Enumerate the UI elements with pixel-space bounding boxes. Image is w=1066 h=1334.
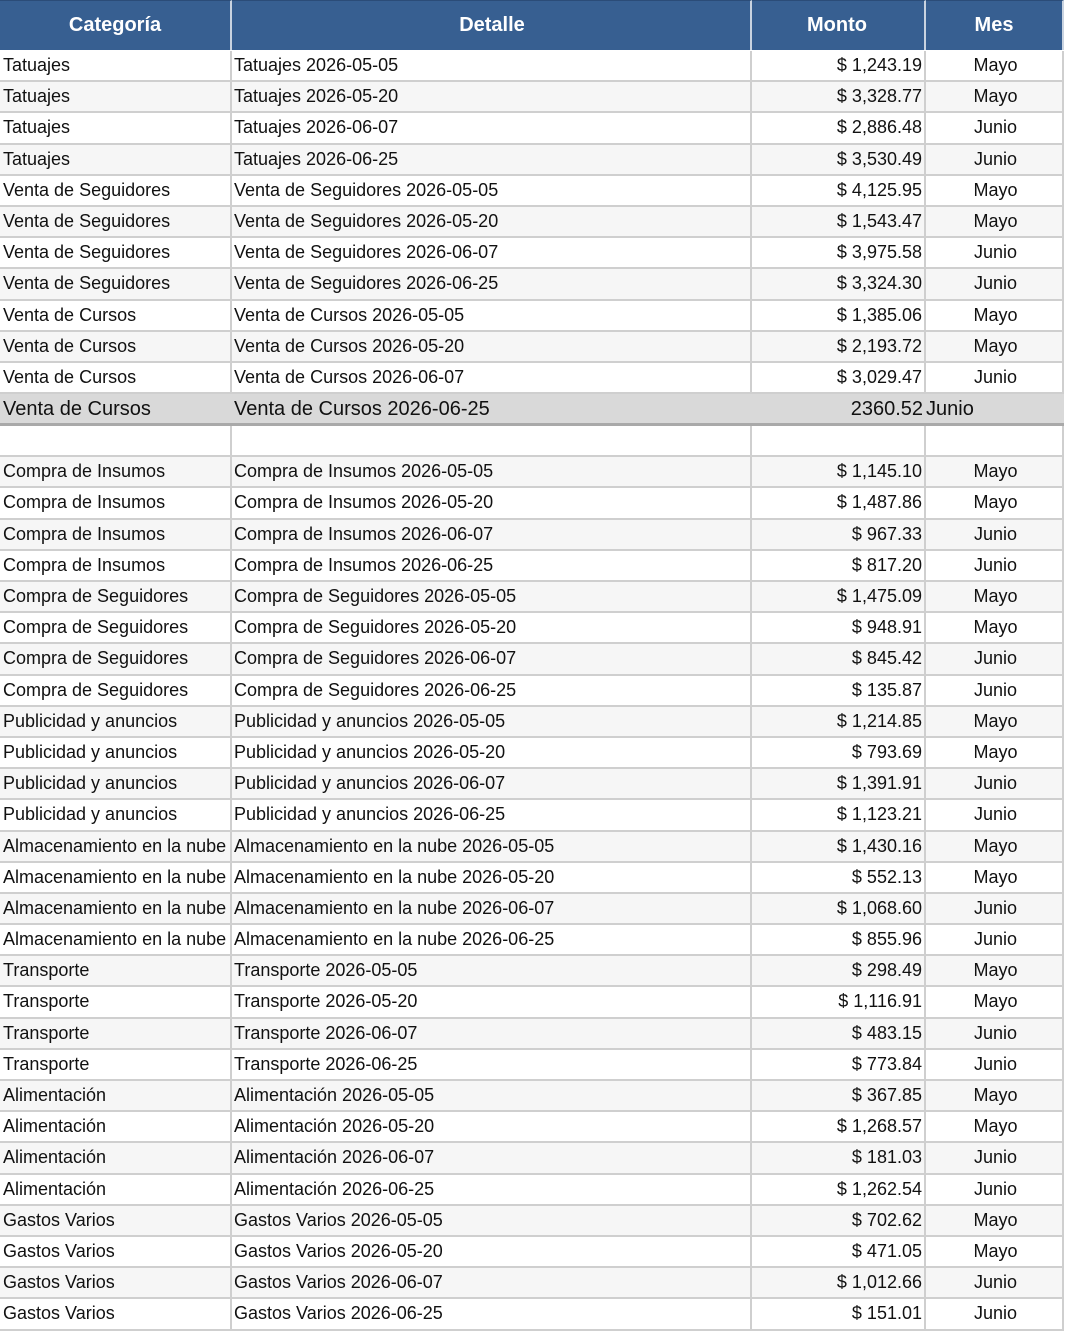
table-body (0, 51, 1064, 1331)
cell-detalle[interactable]: Transporte 2026-06-25 (232, 1050, 752, 1079)
table-row (0, 457, 1064, 488)
cell-categoria[interactable]: Publicidad y anuncios (0, 769, 232, 798)
cell-mes[interactable]: Mayo (926, 738, 1064, 767)
cell-mes[interactable]: Mayo (926, 832, 1064, 861)
cell-categoria[interactable]: Almacenamiento en la nube (0, 894, 232, 923)
cell-monto[interactable]: $ 552.13 (752, 863, 926, 892)
table-row (0, 676, 1064, 707)
cell-categoria[interactable]: Venta de Cursos (0, 301, 232, 330)
cell-categoria[interactable]: Publicidad y anuncios (0, 707, 232, 736)
cell-mes[interactable]: Mayo (926, 1237, 1064, 1266)
cell-detalle[interactable]: Transporte 2026-05-20 (232, 987, 752, 1016)
cell-detalle[interactable]: Publicidad y anuncios 2026-05-05 (232, 707, 752, 736)
table-row-editing (0, 394, 1064, 426)
column-header-categoria[interactable]: Categoría (0, 0, 232, 50)
cell-monto[interactable]: $ 702.62 (752, 1206, 926, 1235)
table-row (0, 644, 1064, 675)
column-header-detalle[interactable]: Detalle (232, 0, 752, 50)
cell-monto[interactable]: $ 3,029.47 (752, 363, 926, 392)
cell-detalle[interactable]: Venta de Seguidores 2026-05-05 (232, 176, 752, 205)
cell-categoria[interactable]: Compra de Insumos (0, 551, 232, 580)
cell-mes[interactable]: Junio (926, 145, 1064, 174)
cell-detalle[interactable]: Almacenamiento en la nube 2026-06-07 (232, 894, 752, 923)
table-row (0, 1112, 1064, 1143)
cell-categoria[interactable]: Alimentación (0, 1081, 232, 1110)
cell-mes[interactable]: Junio (926, 894, 1064, 923)
cell-categoria[interactable]: Venta de Cursos (0, 332, 232, 361)
table-row (0, 176, 1064, 207)
cell-monto[interactable]: $ 2,886.48 (752, 113, 926, 142)
table-row (0, 987, 1064, 1018)
table-row (0, 1237, 1064, 1268)
cell-monto[interactable] (752, 426, 926, 455)
cell-mes[interactable]: Junio (926, 269, 1064, 298)
cell-monto[interactable]: $ 855.96 (752, 925, 926, 954)
cell-categoria[interactable]: Venta de Seguidores (0, 238, 232, 267)
table-row (0, 520, 1064, 551)
cell-monto[interactable]: $ 151.01 (752, 1299, 926, 1328)
cell-monto[interactable]: $ 1,391.91 (752, 769, 926, 798)
cell-monto[interactable]: $ 1,430.16 (752, 832, 926, 861)
cell-mes[interactable]: Junio (926, 800, 1064, 829)
cell-mes[interactable]: Mayo (926, 613, 1064, 642)
cell-monto[interactable]: $ 817.20 (752, 551, 926, 580)
cell-categoria[interactable]: Transporte (0, 987, 232, 1016)
cell-categoria[interactable]: Tatuajes (0, 113, 232, 142)
cell-categoria[interactable]: Transporte (0, 1050, 232, 1079)
cell-detalle[interactable]: Alimentación 2026-06-07 (232, 1143, 752, 1172)
cell-mes[interactable]: Junio (926, 1268, 1064, 1297)
cell-monto[interactable]: $ 1,475.09 (752, 582, 926, 611)
cell-monto[interactable]: $ 3,975.58 (752, 238, 926, 267)
cell-categoria[interactable]: Gastos Varios (0, 1206, 232, 1235)
cell-monto[interactable]: $ 967.33 (752, 520, 926, 549)
cell-mes[interactable]: Junio (926, 676, 1064, 705)
table-row (0, 1050, 1064, 1081)
cell-monto[interactable]: $ 1,268.57 (752, 1112, 926, 1141)
cell-mes[interactable]: Junio (926, 520, 1064, 549)
cell-mes[interactable]: Junio (926, 644, 1064, 673)
cell-mes[interactable]: Mayo (926, 987, 1064, 1016)
cell-categoria[interactable]: Almacenamiento en la nube (0, 863, 232, 892)
cell-detalle[interactable]: Venta de Cursos 2026-05-20 (232, 332, 752, 361)
cell-mes[interactable]: Junio (926, 363, 1064, 392)
cell-detalle[interactable]: Venta de Seguidores 2026-06-07 (232, 238, 752, 267)
cell-monto[interactable]: 2360.52 (850, 398, 923, 421)
cell-detalle[interactable]: Alimentación 2026-05-05 (232, 1081, 752, 1110)
cell-monto[interactable]: $ 1,012.66 (752, 1268, 926, 1297)
cell-detalle[interactable]: Publicidad y anuncios 2026-06-25 (232, 800, 752, 829)
cell-detalle[interactable]: Compra de Insumos 2026-06-07 (232, 520, 752, 549)
cell-categoria[interactable]: Tatuajes (0, 51, 232, 80)
cell-categoria[interactable]: Compra de Insumos (0, 520, 232, 549)
cell-categoria[interactable]: Venta de Cursos (0, 363, 232, 392)
table-row (0, 613, 1064, 644)
table-row (0, 925, 1064, 956)
table-row (0, 488, 1064, 519)
cell-categoria[interactable]: Venta de Cursos (3, 398, 151, 421)
cell-detalle[interactable]: Publicidad y anuncios 2026-06-07 (232, 769, 752, 798)
table-row (0, 582, 1064, 613)
table-row (0, 1081, 1064, 1112)
cell-monto[interactable]: $ 367.85 (752, 1081, 926, 1110)
cell-detalle[interactable]: Alimentación 2026-05-20 (232, 1112, 752, 1141)
table-row (0, 332, 1064, 363)
cell-categoria[interactable]: Venta de Seguidores (0, 207, 232, 236)
table-row (0, 113, 1064, 144)
cell-mes[interactable]: Mayo (926, 1206, 1064, 1235)
cell-categoria[interactable]: Publicidad y anuncios (0, 738, 232, 767)
cell-categoria[interactable]: Alimentación (0, 1112, 232, 1141)
table-row (0, 51, 1064, 82)
table-row (0, 1268, 1064, 1299)
cell-mes[interactable]: Mayo (926, 207, 1064, 236)
table-row (0, 1019, 1064, 1050)
cell-mes[interactable]: Junio (926, 1175, 1064, 1204)
cell-monto[interactable]: $ 2,193.72 (752, 332, 926, 361)
cell-monto[interactable]: $ 1,145.10 (752, 457, 926, 486)
cell-mes[interactable]: Junio (926, 1050, 1064, 1079)
cell-detalle[interactable] (232, 426, 752, 455)
cell-mes[interactable]: Junio (926, 1019, 1064, 1048)
cell-categoria[interactable]: Compra de Insumos (0, 457, 232, 486)
cell-categoria[interactable]: Gastos Varios (0, 1299, 232, 1328)
cell-monto[interactable]: $ 471.05 (752, 1237, 926, 1266)
cell-categoria[interactable]: Almacenamiento en la nube (0, 832, 232, 861)
cell-detalle[interactable]: Compra de Seguidores 2026-05-20 (232, 613, 752, 642)
cell-mes[interactable]: Mayo (926, 176, 1064, 205)
cell-detalle[interactable]: Venta de Seguidores 2026-05-20 (232, 207, 752, 236)
cell-monto[interactable]: $ 845.42 (752, 644, 926, 673)
cell-categoria[interactable]: Alimentación (0, 1143, 232, 1172)
cell-monto[interactable]: $ 1,123.21 (752, 800, 926, 829)
cell-mes[interactable]: Junio (926, 551, 1064, 580)
cell-monto[interactable]: $ 948.91 (752, 613, 926, 642)
cell-detalle[interactable]: Transporte 2026-05-05 (232, 956, 752, 985)
cell-detalle[interactable]: Gastos Varios 2026-06-25 (232, 1299, 752, 1328)
table-row (0, 832, 1064, 863)
cell-detalle[interactable]: Compra de Seguidores 2026-06-07 (232, 644, 752, 673)
cell-monto[interactable]: $ 1,116.91 (752, 987, 926, 1016)
table-row (0, 738, 1064, 769)
cell-monto[interactable]: $ 773.84 (752, 1050, 926, 1079)
cell-monto[interactable]: $ 1,262.54 (752, 1175, 926, 1204)
cell-detalle[interactable]: Alimentación 2026-06-25 (232, 1175, 752, 1204)
cell-detalle[interactable]: Compra de Insumos 2026-05-20 (232, 488, 752, 517)
cell-mes[interactable]: Junio (926, 113, 1064, 142)
cell-detalle[interactable]: Venta de Cursos 2026-06-25 (234, 398, 490, 421)
cell-categoria[interactable]: Publicidad y anuncios (0, 800, 232, 829)
cell-monto[interactable]: $ 483.15 (752, 1019, 926, 1048)
cell-detalle[interactable]: Gastos Varios 2026-06-07 (232, 1268, 752, 1297)
cell-monto[interactable]: $ 1,068.60 (752, 894, 926, 923)
cell-detalle[interactable]: Compra de Insumos 2026-06-25 (232, 551, 752, 580)
cell-mes[interactable]: Mayo (926, 82, 1064, 111)
cell-detalle[interactable]: Compra de Seguidores 2026-06-25 (232, 676, 752, 705)
cell-mes[interactable] (926, 426, 1064, 455)
cell-monto[interactable]: $ 3,324.30 (752, 269, 926, 298)
table-row (0, 707, 1064, 738)
cell-detalle[interactable]: Publicidad y anuncios 2026-05-20 (232, 738, 752, 767)
cell-monto[interactable]: $ 298.49 (752, 956, 926, 985)
cell-mes[interactable]: Mayo (926, 1081, 1064, 1110)
table-header-row (0, 0, 1064, 50)
table-row-empty (0, 426, 1064, 457)
table-row (0, 301, 1064, 332)
cell-categoria[interactable]: Compra de Insumos (0, 488, 232, 517)
cell-categoria[interactable]: Venta de Seguidores (0, 176, 232, 205)
cell-detalle[interactable]: Compra de Insumos 2026-05-05 (232, 457, 752, 486)
cell-monto[interactable]: $ 3,530.49 (752, 145, 926, 174)
cell-detalle[interactable]: Gastos Varios 2026-05-05 (232, 1206, 752, 1235)
cell-monto[interactable]: $ 181.03 (752, 1143, 926, 1172)
cell-categoria[interactable]: Compra de Seguidores (0, 582, 232, 611)
table-row (0, 956, 1064, 987)
cell-categoria[interactable]: Venta de Seguidores (0, 269, 232, 298)
cell-mes[interactable]: Junio (926, 769, 1064, 798)
cell-monto[interactable]: $ 793.69 (752, 738, 926, 767)
cell-detalle[interactable]: Tatuajes 2026-06-07 (232, 113, 752, 142)
cell-categoria[interactable]: Tatuajes (0, 145, 232, 174)
table-row (0, 269, 1064, 300)
cell-categoria[interactable]: Almacenamiento en la nube (0, 925, 232, 954)
cell-detalle[interactable]: Tatuajes 2026-05-20 (232, 82, 752, 111)
cell-mes[interactable]: Mayo (926, 488, 1064, 517)
table-row (0, 363, 1064, 394)
table-row (0, 145, 1064, 176)
cell-mes[interactable]: Mayo (926, 1112, 1064, 1141)
table-row (0, 238, 1064, 269)
cell-detalle[interactable]: Compra de Seguidores 2026-05-05 (232, 582, 752, 611)
cell-categoria[interactable]: Alimentación (0, 1175, 232, 1204)
cell-mes[interactable]: Mayo (926, 582, 1064, 611)
cell-detalle[interactable]: Gastos Varios 2026-05-20 (232, 1237, 752, 1266)
cell-mes[interactable]: Junio (926, 925, 1064, 954)
cell-mes[interactable]: Mayo (926, 51, 1064, 80)
cell-mes[interactable]: Junio (926, 1143, 1064, 1172)
cell-mes[interactable]: Mayo (926, 863, 1064, 892)
cell-detalle[interactable]: Venta de Seguidores 2026-06-25 (232, 269, 752, 298)
cell-monto[interactable]: $ 1,243.19 (752, 51, 926, 80)
cell-mes[interactable]: Mayo (926, 332, 1064, 361)
cell-mes[interactable]: Mayo (926, 301, 1064, 330)
table-row (0, 82, 1064, 113)
table-row (0, 551, 1064, 582)
column-header-monto[interactable]: Monto (752, 0, 926, 50)
cell-detalle[interactable]: Almacenamiento en la nube 2026-06-25 (232, 925, 752, 954)
cell-mes[interactable]: Junio (926, 398, 974, 421)
table-row (0, 1143, 1064, 1174)
cell-categoria[interactable]: Gastos Varios (0, 1268, 232, 1297)
cell-categoria[interactable]: Compra de Seguidores (0, 644, 232, 673)
cell-monto[interactable]: $ 4,125.95 (752, 176, 926, 205)
table-row (0, 769, 1064, 800)
cell-detalle[interactable]: Venta de Cursos 2026-05-05 (232, 301, 752, 330)
column-header-mes[interactable]: Mes (926, 0, 1064, 50)
table-row (0, 1299, 1064, 1330)
cell-categoria[interactable]: Compra de Seguidores (0, 676, 232, 705)
cell-categoria[interactable]: Gastos Varios (0, 1237, 232, 1266)
cell-monto[interactable]: $ 1,214.85 (752, 707, 926, 736)
cell-mes[interactable]: Junio (926, 1299, 1064, 1328)
cell-mes[interactable]: Junio (926, 238, 1064, 267)
cell-detalle[interactable]: Almacenamiento en la nube 2026-05-20 (232, 863, 752, 892)
table-row (0, 207, 1064, 238)
table-row (0, 1206, 1064, 1237)
table-row (0, 1175, 1064, 1206)
cell-detalle[interactable]: Transporte 2026-06-07 (232, 1019, 752, 1048)
cell-detalle[interactable]: Tatuajes 2026-06-25 (232, 145, 752, 174)
cell-mes[interactable]: Mayo (926, 707, 1064, 736)
cell-categoria[interactable]: Transporte (0, 956, 232, 985)
cell-categoria[interactable]: Compra de Seguidores (0, 613, 232, 642)
table-row (0, 863, 1064, 894)
cell-categoria[interactable]: Tatuajes (0, 82, 232, 111)
cell-monto[interactable]: $ 1,487.86 (752, 488, 926, 517)
table-row (0, 894, 1064, 925)
cell-mes[interactable]: Mayo (926, 956, 1064, 985)
cell-mes[interactable]: Mayo (926, 457, 1064, 486)
cell-detalle[interactable]: Venta de Cursos 2026-06-07 (232, 363, 752, 392)
cell-monto[interactable]: $ 3,328.77 (752, 82, 926, 111)
cell-detalle[interactable]: Tatuajes 2026-05-05 (232, 51, 752, 80)
cell-monto[interactable]: $ 1,385.06 (752, 301, 926, 330)
cell-detalle[interactable]: Almacenamiento en la nube 2026-05-05 (232, 832, 752, 861)
cell-categoria[interactable] (0, 426, 232, 455)
cell-monto[interactable]: $ 1,543.47 (752, 207, 926, 236)
cell-monto[interactable]: $ 135.87 (752, 676, 926, 705)
cell-categoria[interactable]: Transporte (0, 1019, 232, 1048)
table-row (0, 800, 1064, 831)
